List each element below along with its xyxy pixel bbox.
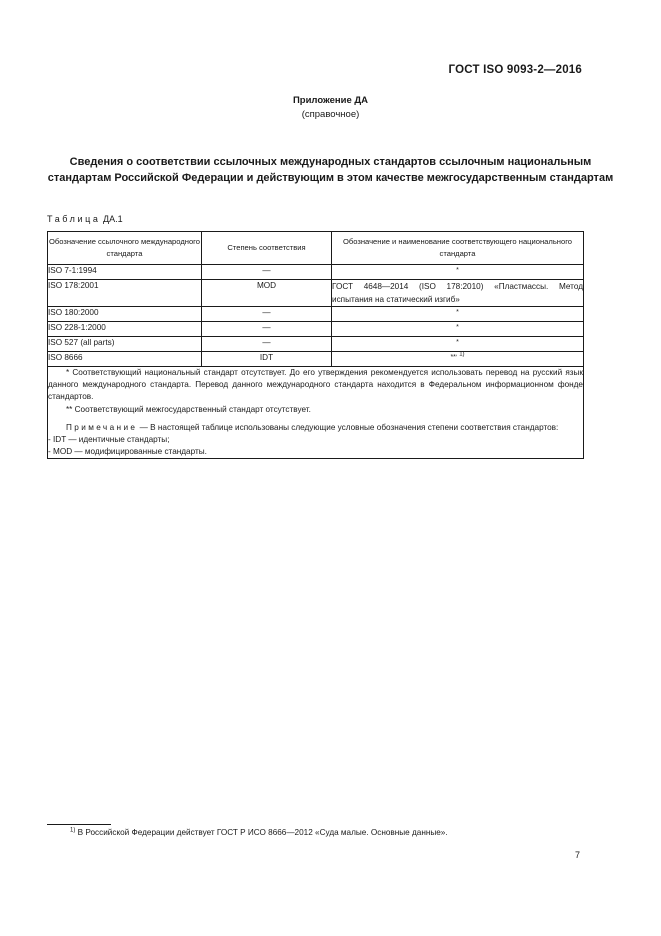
cell-reference: * <box>332 322 584 337</box>
cell-degree: — <box>202 265 332 280</box>
cell-degree: — <box>202 322 332 337</box>
page-number: 7 <box>574 850 580 860</box>
document-title: Сведения о соответствии ссылочных международных стандартов ссылочным национальным стандартам Российской Федерации и действующим в этом качестве межгосударственным стандартам <box>47 156 614 184</box>
cell-degree: IDT <box>202 352 332 367</box>
footnote-marker: 1) <box>70 827 76 834</box>
cell-degree: — <box>202 337 332 352</box>
cell-standard: ISO 180:2000 <box>48 307 202 322</box>
table-row <box>48 322 584 337</box>
footnote-text: В Российской Федерации действует ГОСТ Р ИСО 8666—2012 «Суда малые. Основные данные». <box>77 828 448 837</box>
note-interstate-absent: ** Соответствующий межгосударственный стандарт отсутствует. <box>66 404 311 414</box>
table-row <box>48 352 584 367</box>
cell-reference: * <box>332 337 584 352</box>
cell-standard: ISO 178:2001 <box>48 280 202 307</box>
cell-reference: * <box>332 265 584 280</box>
cell-standard: ISO 8666 <box>48 352 202 367</box>
standard-code: ГОСТ ISO 9093-2—2016 <box>448 64 582 76</box>
table-caption-number: ДА.1 <box>103 214 123 224</box>
table-notes <box>48 367 584 459</box>
table-caption-label: Таблица <box>47 214 101 224</box>
cell-reference: * <box>332 307 584 322</box>
legend-idt: - IDT — идентичные стандарты; <box>48 435 170 445</box>
cell-standard: ISO 7-1:1994 <box>48 265 202 280</box>
correspondence-table <box>47 231 584 459</box>
header-international-standard: Обозначение ссылочного международного стандарта <box>48 232 202 265</box>
table-header-row <box>48 232 584 265</box>
legend-mod: - MOD — модифицированные стандарты. <box>48 447 207 457</box>
footnote-divider <box>47 824 111 825</box>
table-row <box>48 280 584 307</box>
appendix-subtitle: (справочное) <box>301 109 360 120</box>
cell-standard: ISO 228-1:2000 <box>48 322 202 337</box>
cell-degree: — <box>202 307 332 322</box>
remark-text: — В настоящей таблице использованы следующие условные обозначения степени соответствия стандартов: <box>139 422 559 432</box>
table-row <box>48 265 584 280</box>
table-notes-row <box>48 367 584 459</box>
cell-reference: ГОСТ 4648—2014 (ISO 178:2010) «Пластмассы. Метод испытания на статический изгиб» <box>332 280 584 307</box>
reference-text: ** <box>450 354 456 361</box>
footnote-marker: , 1) <box>455 351 465 358</box>
cell-reference <box>332 352 584 367</box>
header-degree: Степень соответствия <box>202 232 332 265</box>
remark-label: Примечание <box>66 422 138 432</box>
table-row <box>48 337 584 352</box>
remark <box>48 422 583 434</box>
note-national-absent: * Соответствующий национальный стандарт отсутствует. До его утверждения рекомендуется использовать перевод на русский язык данного международного стандарта. Перевод данного международного стандарта находится в Федеральном информационном фонде стандартов. <box>48 368 583 402</box>
cell-standard: ISO 527 (all parts) <box>48 337 202 352</box>
table-caption <box>47 214 123 224</box>
cell-degree: MOD <box>202 280 332 307</box>
appendix-heading <box>0 94 661 122</box>
table-row <box>48 307 584 322</box>
appendix-title: Приложение ДА <box>292 95 369 106</box>
header-national-standard: Обозначение и наименование соответствующего национального стандарта <box>332 232 584 265</box>
footnote <box>70 828 448 837</box>
